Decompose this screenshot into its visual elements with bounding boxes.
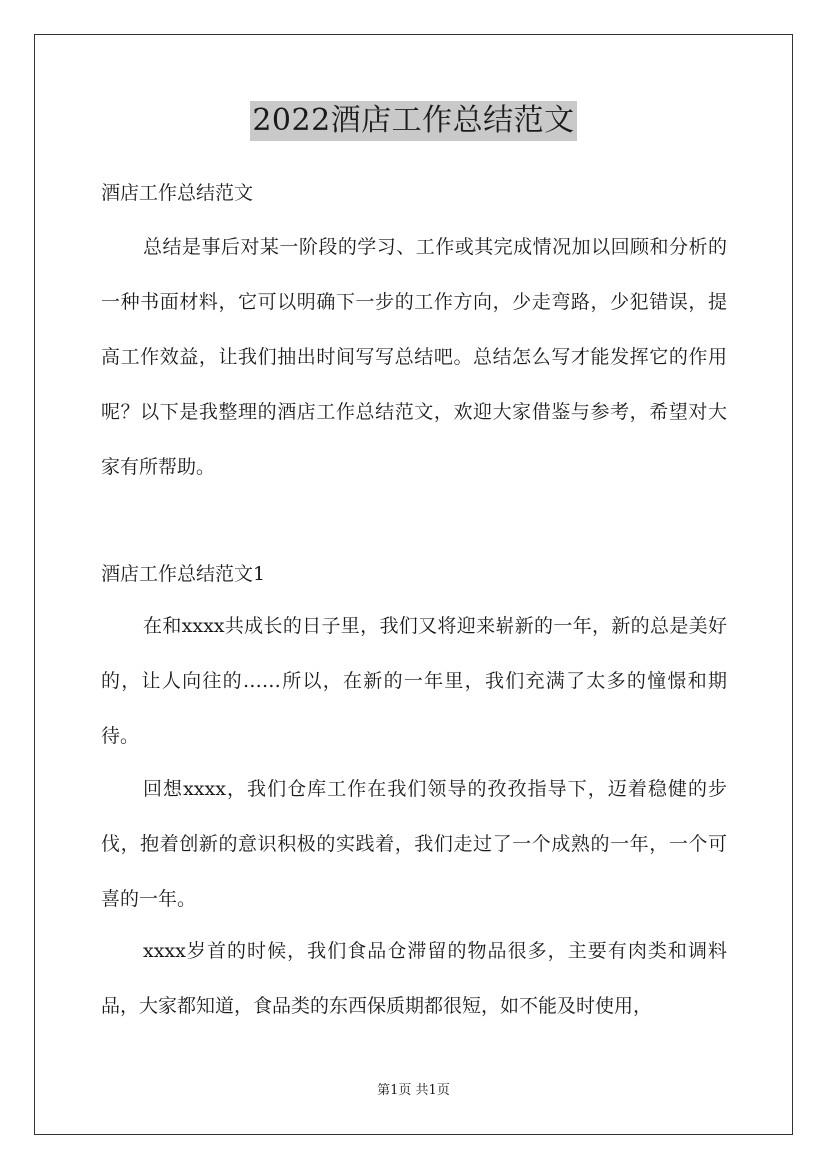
page-footer: 第1页 共1页 (377, 1083, 450, 1098)
section-heading-1: 酒店工作总结范文1 (101, 563, 266, 585)
section-heading: 酒店工作总结范文 (101, 182, 254, 204)
body-paragraph-3: xxxx岁首的时候，我们食品仓滞留的物品很多，主要有肉类和调料品，大家都知道，食品类的东西保质期都很短，如不能及时使用， (101, 940, 727, 1017)
body-paragraph-2: 回想xxxx，我们仓库工作在我们领导的孜孜指导下，迈着稳健的步伐，抱着创新的意识积极的实践着，我们走过了一个成熟的一年，一个可喜的一年。 (101, 778, 727, 910)
body-paragraph-1: 在和xxxx共成长的日子里，我们又将迎来崭新的一年，新的总是美好的，让人向往的……所以，在新的一年里，我们充满了太多的憧憬和期待。 (101, 615, 727, 747)
title-container (0, 101, 827, 141)
intro-paragraph: 总结是事后对某一阶段的学习、工作或其完成情况加以回顾和分析的一种书面材料，它可以明确下一步的工作方向，少走弯路，少犯错误，提高工作效益，让我们抽出时间写写总结吧。总结怎么写才能发挥它的作用呢？以下是我整理的酒店工作总结范文，欢迎大家借鉴与参考，希望对大家有所帮助。 (101, 236, 727, 478)
document-title: 2022酒店工作总结范文 (250, 101, 576, 141)
